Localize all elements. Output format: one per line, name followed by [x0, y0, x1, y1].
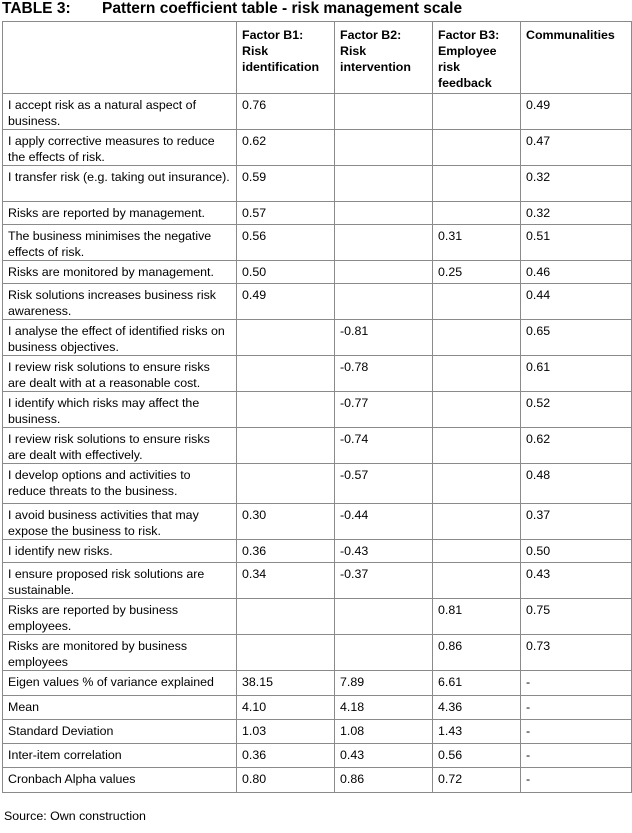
cell-factor-b3: [433, 540, 521, 563]
cell-factor-b2: -0.77: [335, 392, 433, 428]
cell-factor-b2: 0.43: [335, 744, 433, 768]
table-row: [3, 261, 632, 284]
table-row: [3, 635, 632, 671]
cell-factor-b2: [335, 284, 433, 320]
cell-factor-b3: [433, 202, 521, 225]
cell-factor-b1: 0.62: [237, 130, 335, 166]
table-row: [3, 225, 632, 261]
cell-factor-b1: 0.57: [237, 202, 335, 225]
table-label: TABLE 3:: [2, 0, 71, 17]
cell-factor-b1: 0.34: [237, 563, 335, 599]
cell-factor-b1: 0.76: [237, 94, 335, 130]
cell-factor-b3: 0.86: [433, 635, 521, 671]
cell-factor-b1: 38.15: [237, 671, 335, 696]
cell-factor-b1: [237, 428, 335, 464]
table-row: [3, 720, 632, 744]
table-row: [3, 130, 632, 166]
source-note: Source: Own construction: [4, 809, 146, 823]
cell-factor-b3: 0.56: [433, 744, 521, 768]
header-factor-b3: Factor B3: Employee risk feedback: [433, 22, 521, 94]
header-factor-b1: Factor B1: Risk identification: [237, 22, 335, 94]
cell-communalities: 0.44: [521, 284, 632, 320]
cell-factor-b2: [335, 635, 433, 671]
cell-factor-b3: 4.36: [433, 696, 521, 720]
cell-factor-b1: [237, 464, 335, 504]
cell-factor-b1: 4.10: [237, 696, 335, 720]
cell-communalities: 0.51: [521, 225, 632, 261]
cell-factor-b2: -0.78: [335, 356, 433, 392]
cell-communalities: 0.50: [521, 540, 632, 563]
cell-factor-b2: [335, 202, 433, 225]
cell-communalities: -: [521, 744, 632, 768]
cell-factor-b3: [433, 563, 521, 599]
cell-factor-b1: 0.36: [237, 540, 335, 563]
pattern-coefficient-table: [2, 21, 632, 793]
cell-statement: I apply corrective measures to reduce the effects of risk.: [3, 130, 237, 166]
cell-factor-b3: [433, 356, 521, 392]
cell-communalities: 0.32: [521, 166, 632, 202]
cell-statement: Risks are monitored by business employees: [3, 635, 237, 671]
table-row: [3, 166, 632, 202]
table-row: [3, 428, 632, 464]
table-row: [3, 671, 632, 696]
cell-factor-b3: 0.25: [433, 261, 521, 284]
cell-factor-b2: -0.57: [335, 464, 433, 504]
cell-statement: I avoid business activities that may expose the business to risk.: [3, 504, 237, 540]
cell-statement: Cronbach Alpha values: [3, 768, 237, 793]
cell-statement: Inter-item correlation: [3, 744, 237, 768]
cell-factor-b3: 1.43: [433, 720, 521, 744]
table-row: [3, 768, 632, 793]
table-row: [3, 540, 632, 563]
cell-factor-b3: [433, 166, 521, 202]
header-communalities: Communalities: [521, 22, 632, 94]
cell-factor-b1: [237, 635, 335, 671]
cell-factor-b2: -0.81: [335, 320, 433, 356]
cell-factor-b3: [433, 130, 521, 166]
table-title: Pattern coefficient table - risk management scale: [102, 0, 463, 17]
cell-communalities: -: [521, 720, 632, 744]
cell-statement: Standard Deviation: [3, 720, 237, 744]
cell-factor-b1: 0.56: [237, 225, 335, 261]
cell-communalities: 0.52: [521, 392, 632, 428]
table-row: [3, 356, 632, 392]
cell-factor-b3: [433, 392, 521, 428]
cell-statement: Risks are reported by management.: [3, 202, 237, 225]
cell-factor-b1: 0.30: [237, 504, 335, 540]
cell-communalities: -: [521, 696, 632, 720]
cell-factor-b2: -0.44: [335, 504, 433, 540]
cell-factor-b2: [335, 599, 433, 635]
cell-statement: I review risk solutions to ensure risks are dealt with at a reasonable cost.: [3, 356, 237, 392]
table-row: [3, 202, 632, 225]
cell-communalities: 0.75: [521, 599, 632, 635]
cell-communalities: 0.61: [521, 356, 632, 392]
cell-communalities: 0.62: [521, 428, 632, 464]
cell-communalities: 0.73: [521, 635, 632, 671]
cell-factor-b1: 0.59: [237, 166, 335, 202]
cell-factor-b1: 0.50: [237, 261, 335, 284]
table-row: [3, 696, 632, 720]
cell-factor-b3: [433, 504, 521, 540]
cell-communalities: 0.65: [521, 320, 632, 356]
cell-communalities: 0.46: [521, 261, 632, 284]
cell-factor-b1: 0.80: [237, 768, 335, 793]
cell-factor-b2: 4.18: [335, 696, 433, 720]
cell-factor-b1: 0.36: [237, 744, 335, 768]
cell-communalities: 0.43: [521, 563, 632, 599]
cell-statement: Eigen values % of variance explained: [3, 671, 237, 696]
cell-factor-b1: [237, 392, 335, 428]
cell-factor-b1: 1.03: [237, 720, 335, 744]
cell-statement: I analyse the effect of identified risks on business objectives.: [3, 320, 237, 356]
table-row: [3, 94, 632, 130]
cell-factor-b3: [433, 428, 521, 464]
cell-factor-b1: [237, 599, 335, 635]
cell-factor-b2: 0.86: [335, 768, 433, 793]
cell-factor-b3: 0.31: [433, 225, 521, 261]
cell-factor-b3: [433, 94, 521, 130]
table-row: [3, 504, 632, 540]
table-caption: [2, 0, 462, 20]
cell-factor-b2: 7.89: [335, 671, 433, 696]
cell-statement: I transfer risk (e.g. taking out insurance).: [3, 166, 237, 202]
cell-statement: I ensure proposed risk solutions are sustainable.: [3, 563, 237, 599]
header-row: [3, 22, 632, 94]
cell-factor-b3: 0.72: [433, 768, 521, 793]
cell-factor-b2: [335, 130, 433, 166]
table-row: [3, 320, 632, 356]
cell-factor-b2: [335, 166, 433, 202]
table-row: [3, 599, 632, 635]
cell-factor-b3: [433, 320, 521, 356]
cell-factor-b2: [335, 94, 433, 130]
header-factor-b2: Factor B2: Risk intervention: [335, 22, 433, 94]
cell-factor-b3: [433, 464, 521, 504]
header-statement: [3, 22, 237, 94]
cell-statement: Risks are monitored by management.: [3, 261, 237, 284]
cell-statement: I develop options and activities to reduce threats to the business.: [3, 464, 237, 504]
cell-factor-b1: [237, 356, 335, 392]
cell-factor-b2: -0.43: [335, 540, 433, 563]
cell-factor-b1: [237, 320, 335, 356]
cell-statement: I identify which risks may affect the business.: [3, 392, 237, 428]
cell-factor-b2: -0.74: [335, 428, 433, 464]
cell-communalities: -: [521, 671, 632, 696]
cell-statement: I review risk solutions to ensure risks are dealt with effectively.: [3, 428, 237, 464]
cell-factor-b3: [433, 284, 521, 320]
cell-statement: Mean: [3, 696, 237, 720]
cell-factor-b2: [335, 261, 433, 284]
cell-factor-b2: 1.08: [335, 720, 433, 744]
cell-statement: I accept risk as a natural aspect of business.: [3, 94, 237, 130]
table-row: [3, 563, 632, 599]
cell-factor-b3: 0.81: [433, 599, 521, 635]
cell-communalities: 0.47: [521, 130, 632, 166]
cell-factor-b3: 6.61: [433, 671, 521, 696]
cell-communalities: -: [521, 768, 632, 793]
cell-communalities: 0.32: [521, 202, 632, 225]
cell-statement: Risks are reported by business employees.: [3, 599, 237, 635]
cell-factor-b2: [335, 225, 433, 261]
cell-statement: I identify new risks.: [3, 540, 237, 563]
table-row: [3, 744, 632, 768]
cell-factor-b1: 0.49: [237, 284, 335, 320]
table-row: [3, 392, 632, 428]
cell-communalities: 0.37: [521, 504, 632, 540]
cell-factor-b2: -0.37: [335, 563, 433, 599]
cell-statement: The business minimises the negative effects of risk.: [3, 225, 237, 261]
cell-communalities: 0.49: [521, 94, 632, 130]
table-row: [3, 464, 632, 504]
cell-communalities: 0.48: [521, 464, 632, 504]
cell-statement: Risk solutions increases business risk awareness.: [3, 284, 237, 320]
table-row: [3, 284, 632, 320]
